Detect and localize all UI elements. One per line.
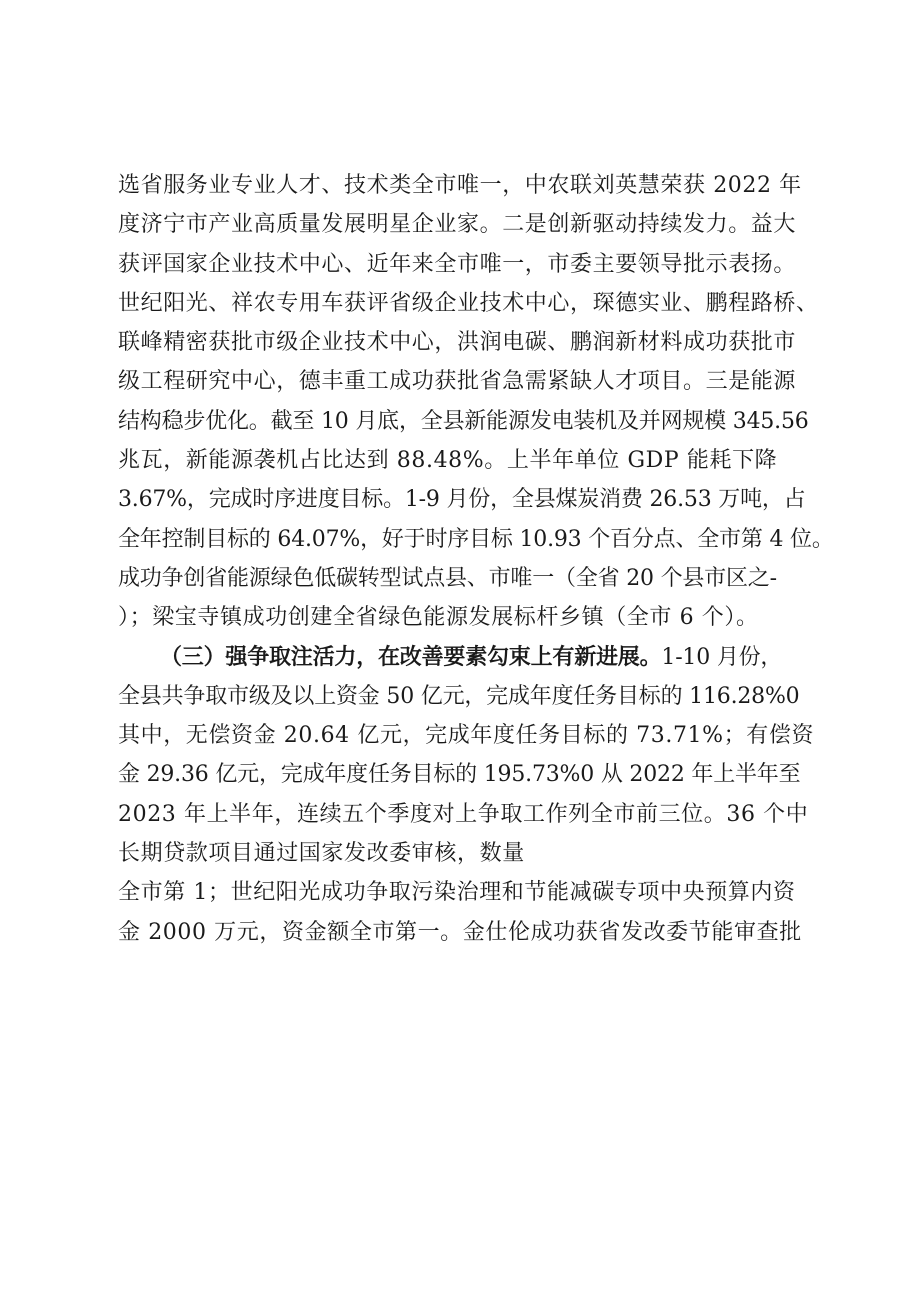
text-line: 其中，无偿资金 20.64 亿元，完成年度任务目标的 73.71%；有偿资	[118, 723, 815, 749]
text-line: 2023 年上半年，连续五个季度对上争取工作列全市前三位。36 个中	[118, 801, 809, 827]
text-line: 全市第 1；世纪阳光成功争取污染治理和节能减碳专项中央预算内资	[118, 880, 796, 906]
text-line: 结构稳步优化。截至 10 月底，全县新能源发电装机及并网规模 345.56	[118, 408, 809, 434]
text-line: 级工程研究中心，德丰重工成功获批省急需紧缺人才项目。三是能源	[118, 369, 797, 395]
text-line: 长期贷款项目通过国家发改委审核，数量	[118, 841, 525, 867]
text-line: 兆瓦，新能源袭机占比达到 88.48%。上半年单位 GDP 能耗下降	[118, 448, 778, 474]
text-line: 3.67%，完成时序进度目标。1-9 月份，全县煤炭消费 26.53 万吨，占	[118, 487, 806, 513]
text-line: 联峰精密获批市级企业技术中心，洪润电碳、鹏润新材料成功获批市	[118, 330, 797, 356]
text-line: 金 2000 万元，资金额全市第一。金仕伦成功获省发改委节能审查批	[118, 919, 802, 945]
text-line: 成功争创省能源绿色低碳转型试点县、市唯一（全省 20 个县市区之-	[118, 565, 777, 591]
body-text	[118, 166, 834, 952]
text-line: 全县共争取市级及以上资金 50 亿元，完成年度任务目标的 116.28%0	[118, 683, 800, 709]
text-line: 获评国家企业技术中心、近年来全市唯一，市委主要领导批示表扬。	[118, 251, 797, 277]
text-line: 选省服务业专业人才、技术类全市唯一，中农联刘英慧荣获 2022 年	[118, 173, 802, 198]
text-line: 1-10 月份，	[661, 644, 783, 670]
text-line: 全年控制目标的 64.07%，好于时序目标 10.93 个百分点、全市第 4 位。	[118, 526, 834, 552]
section-heading-line	[118, 638, 818, 677]
text-line: ）；梁宝寺镇成功创建全省绿色能源发展标杆乡镇（全市 6 个）。	[118, 605, 759, 631]
text-line: 度济宁市产业高质量发展明星企业家。二是创新驱动持续发力。益大	[118, 212, 797, 238]
section-heading: （三）强争取注活力，在改善要素勾束上有新进展。	[160, 643, 662, 670]
text-line: 世纪阳光、祥农专用车获评省级企业技术中心，琛德实业、鹏程路桥、	[118, 290, 819, 316]
text-line: 金 29.36 亿元，完成年度任务目标的 195.73%0 从 2022 年上半年至	[118, 762, 801, 788]
